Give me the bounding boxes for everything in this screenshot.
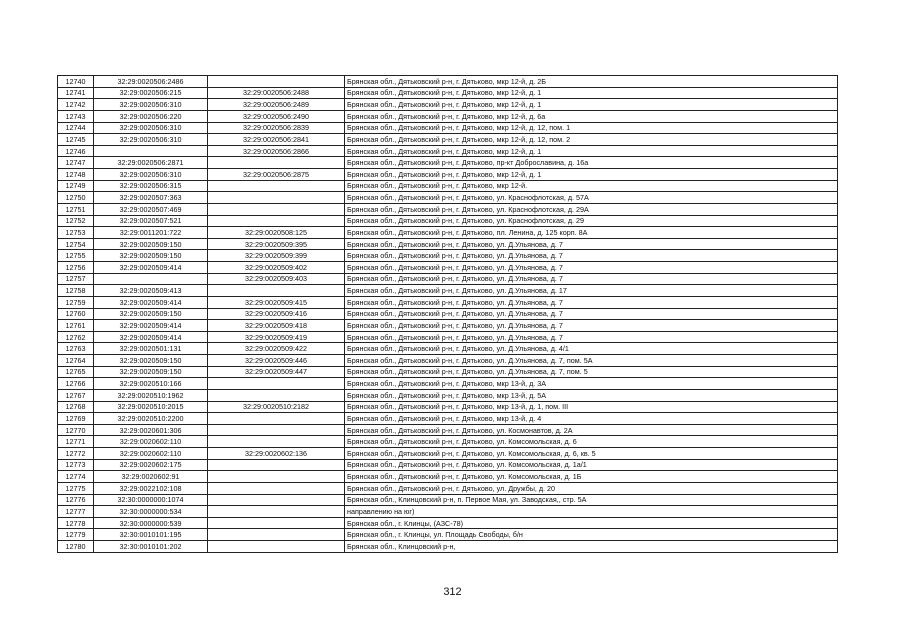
object-cadastral-number-cell	[208, 76, 345, 88]
table-row	[58, 436, 838, 448]
cadastral-number-cell: 32:29:0020507:521	[94, 215, 208, 227]
table-row	[58, 529, 838, 541]
cadastral-number-cell: 32:29:0020602:110	[94, 436, 208, 448]
cadastral-number-cell: 32:29:0020509:414	[94, 262, 208, 274]
table-row	[58, 320, 838, 332]
table-row	[58, 87, 838, 99]
row-number-cell: 12759	[58, 296, 94, 308]
table-row	[58, 494, 838, 506]
row-number-cell: 12748	[58, 169, 94, 181]
object-cadastral-number-cell	[208, 285, 345, 297]
object-cadastral-number-cell	[208, 471, 345, 483]
cadastral-number-cell: 32:29:0020506:310	[94, 99, 208, 111]
row-number-cell: 12757	[58, 273, 94, 285]
object-cadastral-number-cell: 32:29:0020509:419	[208, 331, 345, 343]
table-row	[58, 308, 838, 320]
table-row	[58, 110, 838, 122]
row-number-cell: 12776	[58, 494, 94, 506]
cadastral-number-cell: 32:29:0020506:215	[94, 87, 208, 99]
address-cell: Брянская обл., Дятьковский р-н, г. Дятьково, мкр 13-й, д. 3А	[345, 378, 838, 390]
address-cell: Брянская обл., Дятьковский р-н, г. Дятьково, мкр 12-й, д. 12, пом. 1	[345, 122, 838, 134]
cadastral-number-cell: 32:29:0020509:414	[94, 331, 208, 343]
address-cell: Брянская обл., г. Клинцы, (АЗС-78)	[345, 517, 838, 529]
address-cell: Брянская обл., Дятьковский р-н, г. Дятьково, мкр 12-й, д. 1	[345, 87, 838, 99]
object-cadastral-number-cell	[208, 413, 345, 425]
table-row	[58, 506, 838, 518]
address-cell: Брянская обл., Дятьковский р-н, г. Дятьково, мкр 12-й, д. 12, пом. 2	[345, 134, 838, 146]
cadastral-number-cell: 32:29:0020507:363	[94, 192, 208, 204]
cadastral-number-cell: 32:30:0000000:539	[94, 517, 208, 529]
object-cadastral-number-cell: 32:29:0020510:2182	[208, 401, 345, 413]
row-number-cell: 12773	[58, 459, 94, 471]
object-cadastral-number-cell: 32:29:0020506:2490	[208, 110, 345, 122]
address-cell: Брянская обл., Дятьковский р-н, г. Дятьково, мкр 12-й.	[345, 180, 838, 192]
object-cadastral-number-cell	[208, 529, 345, 541]
table-row	[58, 250, 838, 262]
row-number-cell: 12741	[58, 87, 94, 99]
address-cell: Брянская обл., Дятьковский р-н, г. Дятьково, ул. Д.Ульянова, д. 7	[345, 273, 838, 285]
object-cadastral-number-cell: 32:29:0020602:136	[208, 448, 345, 460]
address-cell: Брянская обл., Дятьковский р-н, г. Дятьково, ул. Д.Ульянова, д. 17	[345, 285, 838, 297]
object-cadastral-number-cell	[208, 215, 345, 227]
object-cadastral-number-cell	[208, 192, 345, 204]
row-number-cell: 12749	[58, 180, 94, 192]
cadastral-number-cell: 32:29:0020510:166	[94, 378, 208, 390]
address-cell: Брянская обл., Дятьковский р-н, г. Дятьково, ул. Д.Ульянова, д. 7, пом. 5А	[345, 355, 838, 367]
table-row	[58, 331, 838, 343]
row-number-cell: 12760	[58, 308, 94, 320]
cadastral-number-cell: 32:29:0011201:722	[94, 227, 208, 239]
table-row	[58, 134, 838, 146]
address-cell: направлению на юг)	[345, 506, 838, 518]
registry-table	[57, 75, 838, 553]
table-row	[58, 366, 838, 378]
object-cadastral-number-cell	[208, 378, 345, 390]
cadastral-number-cell: 32:30:0000000:534	[94, 506, 208, 518]
row-number-cell: 12740	[58, 76, 94, 88]
cadastral-number-cell: 32:29:0020602:175	[94, 459, 208, 471]
row-number-cell: 12754	[58, 238, 94, 250]
table-row	[58, 157, 838, 169]
row-number-cell: 12761	[58, 320, 94, 332]
row-number-cell: 12750	[58, 192, 94, 204]
cadastral-number-cell	[94, 273, 208, 285]
address-cell: Брянская обл., Дятьковский р-н, г. Дятьково, ул. Д.Ульянова, д. 7	[345, 250, 838, 262]
row-number-cell: 12765	[58, 366, 94, 378]
table-row	[58, 355, 838, 367]
table-row	[58, 517, 838, 529]
row-number-cell: 12742	[58, 99, 94, 111]
address-cell: Брянская обл., Дятьковский р-н, г. Дятьково, ул. Краснофлотская, д. 29	[345, 215, 838, 227]
row-number-cell: 12758	[58, 285, 94, 297]
table-row	[58, 424, 838, 436]
table-row	[58, 203, 838, 215]
cadastral-number-cell: 32:29:0020602:91	[94, 471, 208, 483]
object-cadastral-number-cell: 32:29:0020506:2866	[208, 145, 345, 157]
row-number-cell: 12767	[58, 389, 94, 401]
object-cadastral-number-cell	[208, 459, 345, 471]
cadastral-number-cell: 32:29:0020506:310	[94, 122, 208, 134]
cadastral-number-cell: 32:29:0020507:469	[94, 203, 208, 215]
address-cell: Брянская обл., Дятьковский р-н, г. Дятьково, мкр 13-й, д. 5А	[345, 389, 838, 401]
row-number-cell: 12743	[58, 110, 94, 122]
address-cell: Брянская обл., Дятьковский р-н, г. Дятьково, ул. Краснофлотская, д. 57А	[345, 192, 838, 204]
table-row	[58, 122, 838, 134]
address-cell: Брянская обл., Дятьковский р-н, г. Дятьково, ул. Комсомольская, д. 1Б	[345, 471, 838, 483]
cadastral-number-cell: 32:29:0020501:131	[94, 343, 208, 355]
table-row	[58, 413, 838, 425]
cadastral-number-cell	[94, 145, 208, 157]
row-number-cell: 12769	[58, 413, 94, 425]
address-cell: Брянская обл., Дятьковский р-н, г. Дятьково, ул. Краснофлотская, д. 29А	[345, 203, 838, 215]
cadastral-number-cell: 32:29:0020509:150	[94, 355, 208, 367]
cadastral-number-cell: 32:29:0020510:2015	[94, 401, 208, 413]
object-cadastral-number-cell	[208, 506, 345, 518]
row-number-cell: 12762	[58, 331, 94, 343]
cadastral-number-cell: 32:29:0020509:413	[94, 285, 208, 297]
row-number-cell: 12777	[58, 506, 94, 518]
table-row	[58, 215, 838, 227]
cadastral-number-cell: 32:30:0010101:195	[94, 529, 208, 541]
cadastral-number-cell: 32:29:0020509:414	[94, 320, 208, 332]
cadastral-number-cell: 32:29:0020509:150	[94, 238, 208, 250]
table-row	[58, 273, 838, 285]
object-cadastral-number-cell	[208, 517, 345, 529]
object-cadastral-number-cell: 32:29:0020508:125	[208, 227, 345, 239]
table-row	[58, 145, 838, 157]
object-cadastral-number-cell	[208, 494, 345, 506]
row-number-cell: 12774	[58, 471, 94, 483]
address-cell: Брянская обл., Дятьковский р-н, г. Дятьково, ул. Д.Ульянова, д. 4/1	[345, 343, 838, 355]
cadastral-number-cell: 32:30:0010101:202	[94, 541, 208, 553]
object-cadastral-number-cell: 32:29:0020509:422	[208, 343, 345, 355]
cadastral-number-cell: 32:30:0000000:1074	[94, 494, 208, 506]
row-number-cell: 12763	[58, 343, 94, 355]
address-cell: Брянская обл., Дятьковский р-н, г. Дятьково, пр-кт Доброславина, д. 16а	[345, 157, 838, 169]
object-cadastral-number-cell: 32:29:0020509:403	[208, 273, 345, 285]
table-row	[58, 343, 838, 355]
cadastral-number-cell: 32:29:0020509:414	[94, 296, 208, 308]
table-row	[58, 471, 838, 483]
object-cadastral-number-cell: 32:29:0020506:2489	[208, 99, 345, 111]
table-row	[58, 401, 838, 413]
address-cell: Брянская обл., Дятьковский р-н, г. Дятьково, ул. Д.Ульянова, д. 7	[345, 238, 838, 250]
table-row	[58, 296, 838, 308]
address-cell: Брянская обл., Клинцовский р-н,	[345, 541, 838, 553]
address-cell: Брянская обл., Дятьковский р-н, г. Дятьково, ул. Д.Ульянова, д. 7	[345, 262, 838, 274]
cadastral-number-cell: 32:29:0022102:108	[94, 482, 208, 494]
object-cadastral-number-cell: 32:29:0020509:446	[208, 355, 345, 367]
row-number-cell: 12764	[58, 355, 94, 367]
cadastral-number-cell: 32:29:0020506:2871	[94, 157, 208, 169]
object-cadastral-number-cell	[208, 436, 345, 448]
address-cell: Брянская обл., Дятьковский р-н, г. Дятьково, мкр 12-й, д. 1	[345, 99, 838, 111]
cadastral-number-cell: 32:29:0020509:150	[94, 308, 208, 320]
table-row	[58, 285, 838, 297]
row-number-cell: 12768	[58, 401, 94, 413]
row-number-cell: 12751	[58, 203, 94, 215]
address-cell: Брянская обл., Дятьковский р-н, г. Дятьково, пл. Ленина, д. 125 корп. 8А	[345, 227, 838, 239]
cadastral-number-cell: 32:29:0020509:150	[94, 366, 208, 378]
address-cell: Брянская обл., Дятьковский р-н, г. Дятьково, ул. Д.Ульянова, д. 7	[345, 331, 838, 343]
address-cell: Брянская обл., Дятьковский р-н, г. Дятьково, мкр 12-й, д. 6а	[345, 110, 838, 122]
address-cell: Брянская обл., Дятьковский р-н, г. Дятьково, ул. Дружбы, д. 20	[345, 482, 838, 494]
object-cadastral-number-cell: 32:29:0020506:2841	[208, 134, 345, 146]
object-cadastral-number-cell	[208, 157, 345, 169]
table-row	[58, 192, 838, 204]
row-number-cell: 12770	[58, 424, 94, 436]
row-number-cell: 12744	[58, 122, 94, 134]
address-cell: Брянская обл., Клинцовский р-н, п. Первое Мая, ул. Заводская,, стр. 5А	[345, 494, 838, 506]
address-cell: Брянская обл., Дятьковский р-н, г. Дятьково, мкр 13-й, д. 4	[345, 413, 838, 425]
row-number-cell: 12753	[58, 227, 94, 239]
registry-table-body	[58, 76, 838, 553]
table-row	[58, 227, 838, 239]
row-number-cell: 12778	[58, 517, 94, 529]
row-number-cell: 12756	[58, 262, 94, 274]
row-number-cell: 12771	[58, 436, 94, 448]
row-number-cell: 12775	[58, 482, 94, 494]
table-row	[58, 169, 838, 181]
address-cell: Брянская обл., Дятьковский р-н, г. Дятьково, мкр 13-й, д. 1, пом. III	[345, 401, 838, 413]
row-number-cell: 12745	[58, 134, 94, 146]
address-cell: Брянская обл., Дятьковский р-н, г. Дятьково, ул. Д.Ульянова, д. 7	[345, 320, 838, 332]
cadastral-number-cell: 32:29:0020509:150	[94, 250, 208, 262]
row-number-cell: 12779	[58, 529, 94, 541]
cadastral-number-cell: 32:29:0020602:110	[94, 448, 208, 460]
row-number-cell: 12752	[58, 215, 94, 227]
row-number-cell: 12772	[58, 448, 94, 460]
object-cadastral-number-cell: 32:29:0020509:399	[208, 250, 345, 262]
table-row	[58, 541, 838, 553]
object-cadastral-number-cell	[208, 541, 345, 553]
table-row	[58, 76, 838, 88]
address-cell: Брянская обл., Дятьковский р-н, г. Дятьково, ул. Д.Ульянова, д. 7, пом. 5	[345, 366, 838, 378]
table-row	[58, 238, 838, 250]
row-number-cell: 12747	[58, 157, 94, 169]
cadastral-number-cell: 32:29:0020506:310	[94, 169, 208, 181]
object-cadastral-number-cell	[208, 203, 345, 215]
table-row	[58, 459, 838, 471]
table-row	[58, 99, 838, 111]
address-cell: Брянская обл., Дятьковский р-н, г. Дятьково, мкр 12-й, д. 1	[345, 145, 838, 157]
object-cadastral-number-cell: 32:29:0020509:418	[208, 320, 345, 332]
object-cadastral-number-cell: 32:29:0020509:415	[208, 296, 345, 308]
cadastral-number-cell: 32:29:0020506:315	[94, 180, 208, 192]
object-cadastral-number-cell	[208, 482, 345, 494]
page-number: 312	[443, 586, 462, 598]
object-cadastral-number-cell	[208, 180, 345, 192]
object-cadastral-number-cell: 32:29:0020509:395	[208, 238, 345, 250]
table-row	[58, 378, 838, 390]
address-cell: Брянская обл., Дятьковский р-н, г. Дятьково, ул. Комсомольская, д. 6, кв. 5	[345, 448, 838, 460]
address-cell: Брянская обл., Дятьковский р-н, г. Дятьково, ул. Комсомольская, д. 6	[345, 436, 838, 448]
table-row	[58, 448, 838, 460]
cadastral-number-cell: 32:29:0020510:1962	[94, 389, 208, 401]
address-cell: Брянская обл., Дятьковский р-н, г. Дятьково, мкр 12-й, д. 2Б	[345, 76, 838, 88]
object-cadastral-number-cell: 32:29:0020506:2839	[208, 122, 345, 134]
row-number-cell: 12755	[58, 250, 94, 262]
cadastral-number-cell: 32:29:0020510:2200	[94, 413, 208, 425]
object-cadastral-number-cell: 32:29:0020509:416	[208, 308, 345, 320]
address-cell: Брянская обл., Дятьковский р-н, г. Дятьково, мкр 12-й, д. 1	[345, 169, 838, 181]
address-cell: Брянская обл., г. Клинцы, ул. Площадь Свободы, б/н	[345, 529, 838, 541]
cadastral-number-cell: 32:29:0020601:306	[94, 424, 208, 436]
table-row	[58, 482, 838, 494]
object-cadastral-number-cell	[208, 389, 345, 401]
row-number-cell: 12780	[58, 541, 94, 553]
cadastral-number-cell: 32:29:0020506:2486	[94, 76, 208, 88]
address-cell: Брянская обл., Дятьковский р-н, г. Дятьково, ул. Космонавтов, д. 2А	[345, 424, 838, 436]
row-number-cell: 12746	[58, 145, 94, 157]
object-cadastral-number-cell: 32:29:0020506:2488	[208, 87, 345, 99]
address-cell: Брянская обл., Дятьковский р-н, г. Дятьково, ул. Комсомольская, д. 1а/1	[345, 459, 838, 471]
address-cell: Брянская обл., Дятьковский р-н, г. Дятьково, ул. Д.Ульянова, д. 7	[345, 308, 838, 320]
table-row	[58, 389, 838, 401]
cadastral-number-cell: 32:29:0020506:220	[94, 110, 208, 122]
object-cadastral-number-cell: 32:29:0020506:2875	[208, 169, 345, 181]
cadastral-number-cell: 32:29:0020506:310	[94, 134, 208, 146]
row-number-cell: 12766	[58, 378, 94, 390]
table-row	[58, 262, 838, 274]
object-cadastral-number-cell: 32:29:0020509:447	[208, 366, 345, 378]
object-cadastral-number-cell: 32:29:0020509:402	[208, 262, 345, 274]
object-cadastral-number-cell	[208, 424, 345, 436]
table-row	[58, 180, 838, 192]
address-cell: Брянская обл., Дятьковский р-н, г. Дятьково, ул. Д.Ульянова, д. 7	[345, 296, 838, 308]
